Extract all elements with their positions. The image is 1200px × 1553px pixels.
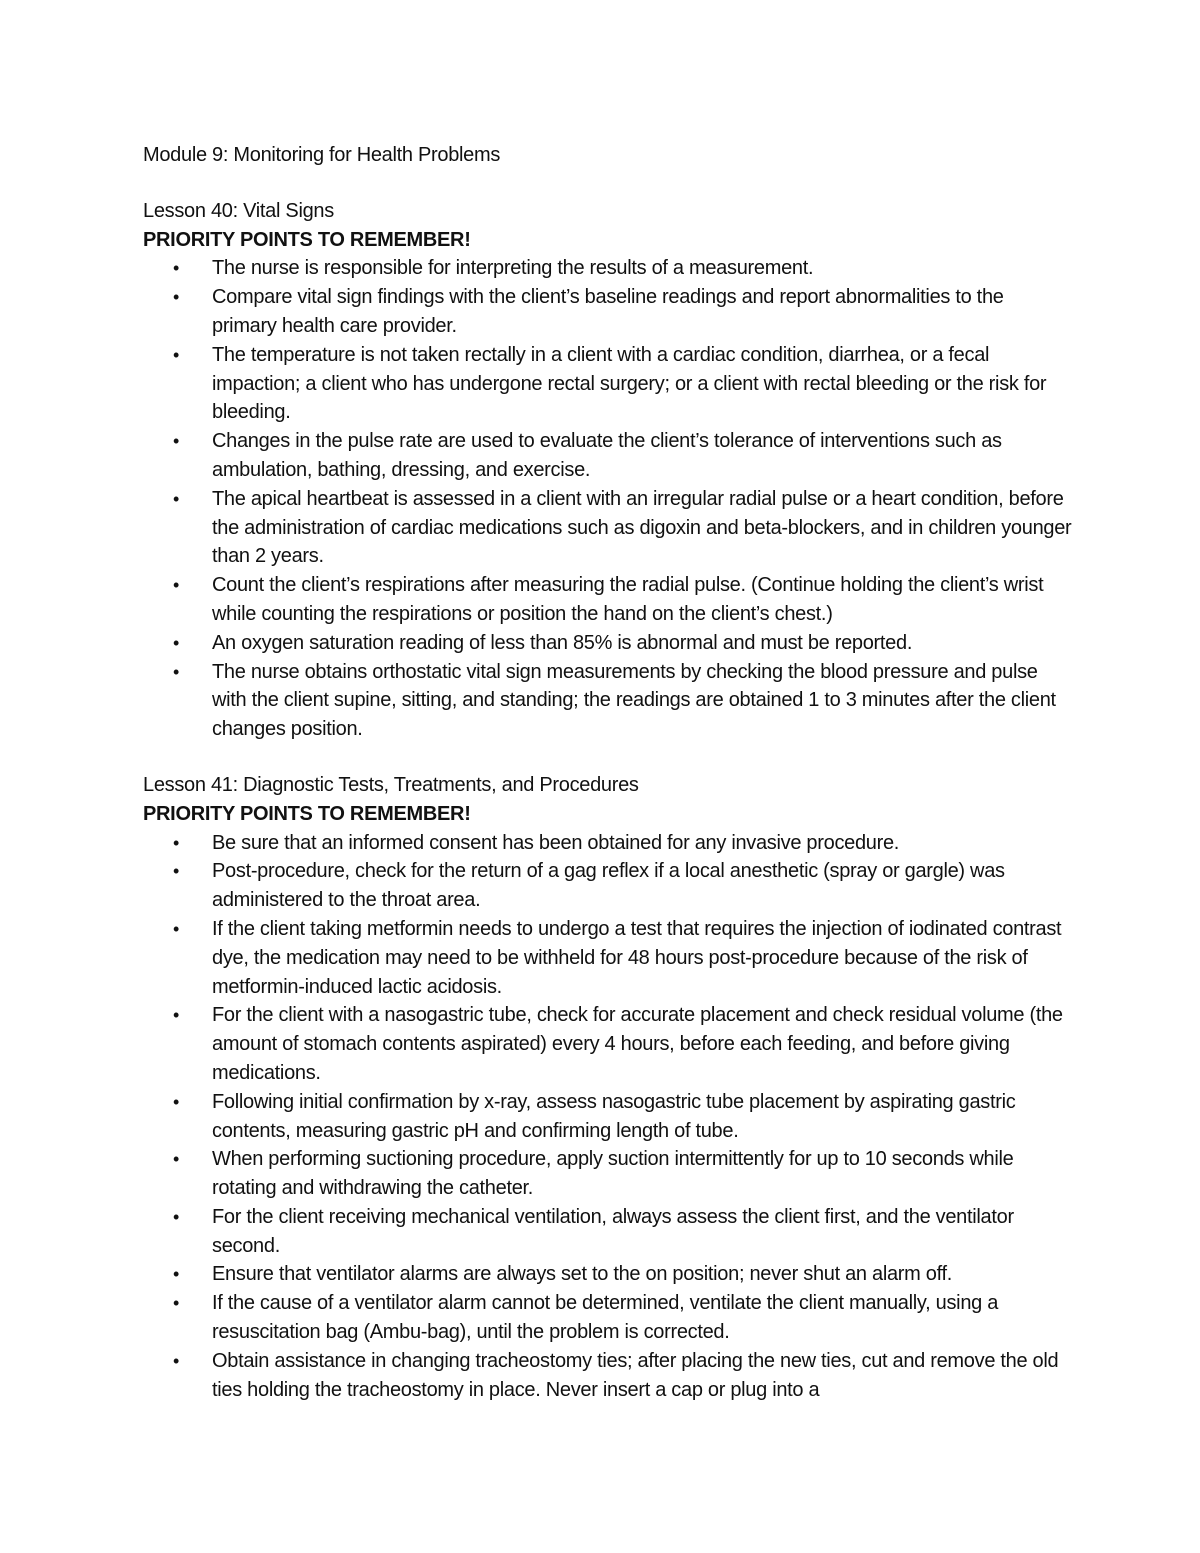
list-item-text: For the client with a nasogastric tube, check for accurate placement and check residual volume (the amount of stomach contents aspirated) every 4 hours, before each feeding, and before giving medications.	[212, 1004, 1063, 1084]
list-item	[143, 1260, 1073, 1289]
list-item-text: An oxygen saturation reading of less than 85% is abnormal and must be reported.	[212, 631, 913, 654]
list-item	[143, 283, 1073, 341]
priority-heading: PRIORITY POINTS TO REMEMBER!	[143, 228, 471, 251]
list-item	[143, 254, 1073, 283]
list-item	[143, 1289, 1073, 1347]
bullet-icon: •	[173, 287, 180, 308]
lesson-section	[143, 771, 1073, 1405]
priority-heading: PRIORITY POINTS TO REMEMBER!	[143, 802, 471, 825]
list-item-text: Changes in the pulse rate are used to evaluate the client’s tolerance of interventions such as ambulation, bathing, dressing, and exercise.	[212, 430, 1002, 481]
bullet-icon: •	[173, 344, 180, 365]
list-item	[143, 485, 1073, 571]
list-item-text: For the client receiving mechanical ventilation, always assess the client first, and the ventilator second.	[212, 1205, 1014, 1257]
list-item-text: Following initial confirmation by x-ray, assess nasogastric tube placement by aspirating gastric contents, measuring gastric pH and confirming length of tube.	[212, 1090, 1016, 1142]
bullet-icon: •	[173, 632, 180, 653]
list-item	[143, 1347, 1073, 1405]
bullet-icon: •	[173, 1350, 180, 1371]
list-item-text: Obtain assistance in changing tracheostomy ties; after placing the new ties, cut and remove the old ties holding the tracheostomy in place. Never insert a cap or plug into a	[212, 1349, 1059, 1401]
bullet-icon: •	[173, 832, 180, 853]
list-item-text: If the cause of a ventilator alarm cannot be determined, ventilate the client manually, using a resuscitation bag (Ambu-bag), until the problem is corrected.	[212, 1292, 999, 1344]
lesson-title: Lesson 40: Vital Signs	[143, 199, 334, 222]
list-item	[143, 629, 1073, 658]
list-item-text: When performing suctioning procedure, apply suction intermittently for up to 10 seconds while rotating and withdrawing the catheter.	[212, 1148, 1014, 1200]
list-item-text: The apical heartbeat is assessed in a client with an irregular radial pulse or a heart condition, before the administration of cardiac medications such as digoxin and beta-blockers, and in children younger than 2 years.	[212, 487, 1072, 568]
bullet-icon: •	[173, 1293, 180, 1314]
list-item-text: If the client taking metformin needs to undergo a test that requires the injection of iodinated contrast dye, the medication may need to be withheld for 48 hours post-procedure because of the risk of metformin-induced lactic acidosis.	[212, 917, 1062, 998]
list-item	[143, 915, 1073, 1001]
list-item	[143, 829, 1073, 858]
bullet-icon: •	[173, 661, 180, 682]
document-content	[143, 141, 1073, 1431]
lesson-title: Lesson 41: Diagnostic Tests, Treatments, and Procedures	[143, 773, 639, 796]
bullet-icon: •	[173, 258, 180, 279]
lesson-section	[143, 197, 1073, 744]
list-item-text: Compare vital sign findings with the client’s baseline readings and report abnormalities to the primary health care provider.	[212, 286, 1004, 337]
bullet-icon: •	[173, 488, 180, 509]
bullet-icon: •	[173, 861, 180, 882]
bullet-icon: •	[173, 575, 180, 596]
list-item	[143, 658, 1073, 744]
list-item	[143, 1088, 1073, 1146]
list-item	[143, 1145, 1073, 1203]
list-item	[143, 1203, 1073, 1261]
list-item	[143, 857, 1073, 915]
list-item-text: Ensure that ventilator alarms are always set to the on position; never shut an alarm off.	[212, 1263, 953, 1286]
bullet-icon: •	[173, 1149, 180, 1170]
list-item	[143, 427, 1073, 485]
bullet-icon: •	[173, 1005, 180, 1026]
bullet-icon: •	[173, 431, 180, 452]
bullet-icon: •	[173, 1206, 180, 1227]
bullet-icon: •	[173, 1264, 180, 1285]
list-item-text: The temperature is not taken rectally in a client with a cardiac condition, diarrhea, or a fecal impaction; a client who has undergone rectal surgery; or a client with rectal bleeding or the risk for bleeding.	[212, 343, 1047, 424]
list-item-text: The nurse obtains orthostatic vital sign measurements by checking the blood pressure and pulse with the client supine, sitting, and standing; the readings are obtained 1 to 3 minutes after the client changes position.	[212, 660, 1056, 741]
list-item-text: Post-procedure, check for the return of a gag reflex if a local anesthetic (spray or gargle) was administered to the throat area.	[212, 860, 1005, 912]
priority-points-list	[143, 829, 1073, 1405]
bullet-icon: •	[173, 918, 180, 939]
list-item-text: The nurse is responsible for interpreting the results of a measurement.	[212, 257, 814, 280]
list-item	[143, 1001, 1073, 1087]
list-item-text: Be sure that an informed consent has been obtained for any invasive procedure.	[212, 831, 900, 854]
list-item-text: Count the client’s respirations after measuring the radial pulse. (Continue holding the client’s wrist while counting the respirations or position the hand on the client’s chest.)	[212, 574, 1044, 625]
list-item	[143, 571, 1073, 629]
bullet-icon: •	[173, 1091, 180, 1112]
module-title: Module 9: Monitoring for Health Problems	[143, 144, 501, 166]
list-item	[143, 341, 1073, 427]
priority-points-list	[143, 254, 1073, 744]
